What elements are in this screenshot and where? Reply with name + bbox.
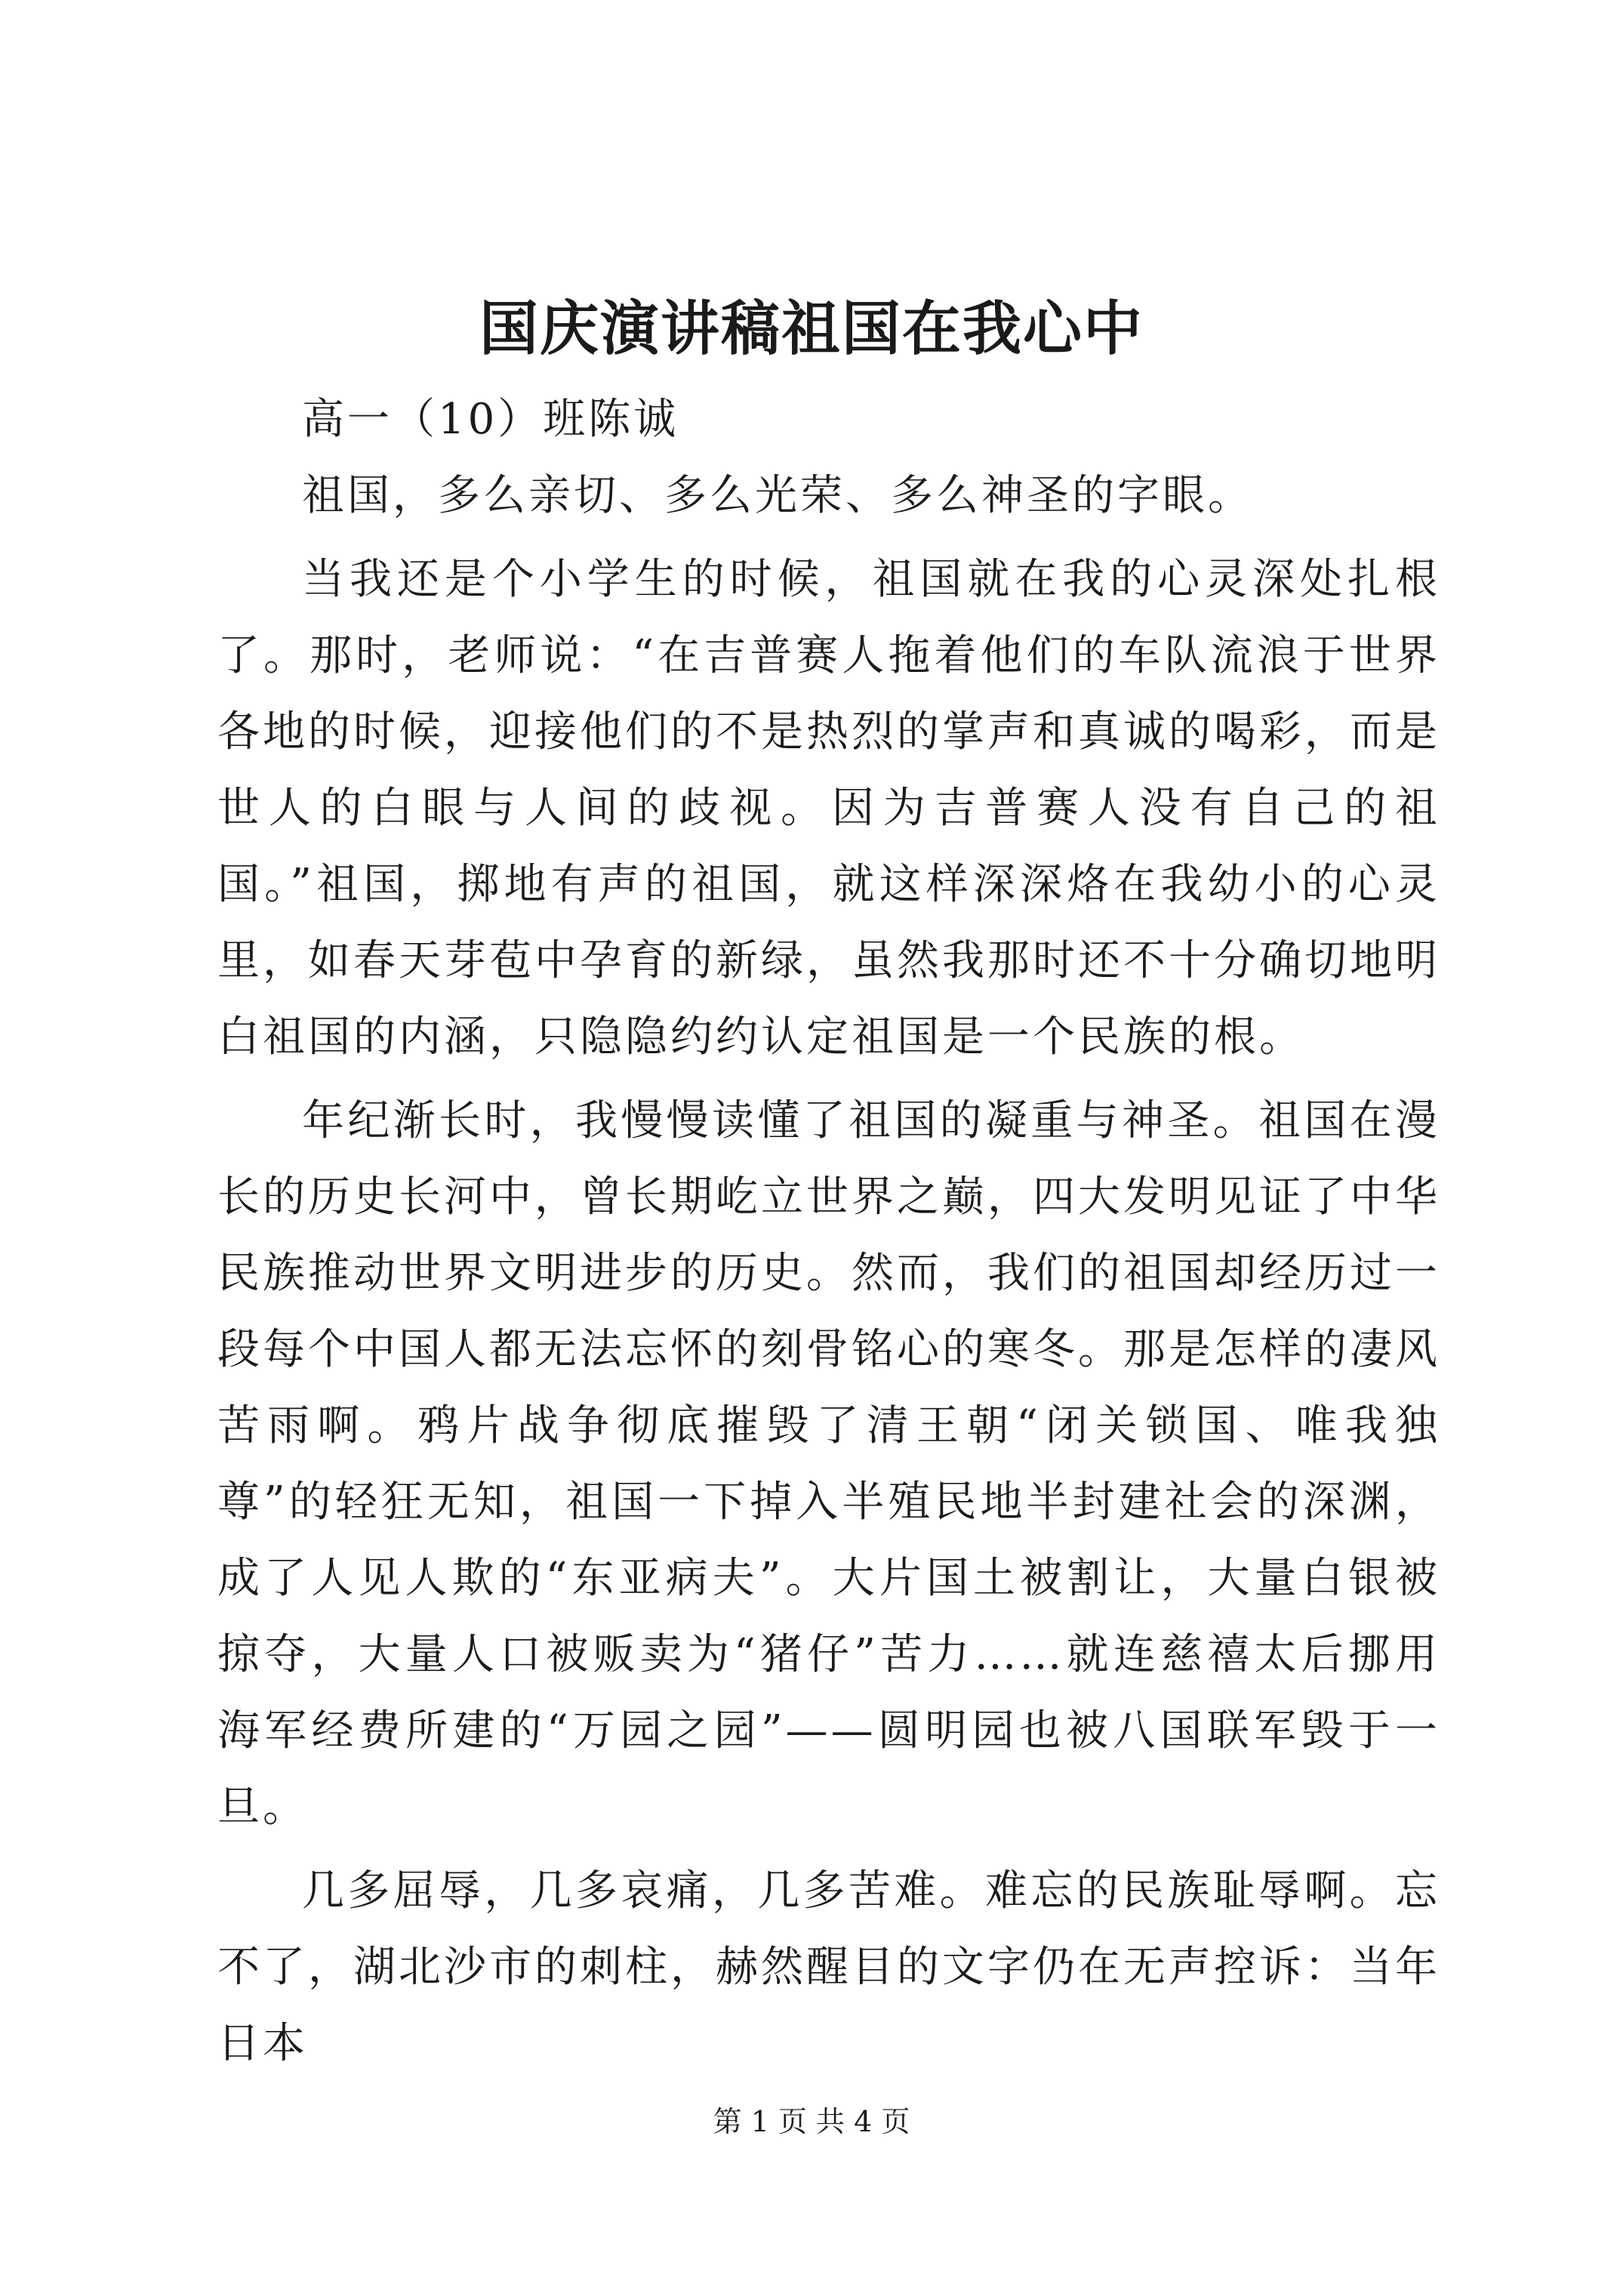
author-line: 高一（10）班陈诚 (302, 395, 679, 444)
paragraph: 当我还是个小学生的时候，祖国就在我的心灵深处扎根了。那时，老师说：“在吉普赛人拖着他们的车队流浪于世界各地的时候，迎接他们的不是热烈的掌声和真诚的喝彩，而是世人的白眼与人间的歧视。因为吉普赛人没有自己的祖国。”祖国，掷地有声的祖国，就这样深深烙在我幼小的心灵里，如春天芽苞中孕育的新绿，虽然我那时还不十分确切地明白祖国的内涵，只隐隐约约认定祖国是一个民族的根。 (217, 555, 1440, 1062)
paragraph: 几多屈辱，几多哀痛，几多苦难。难忘的民族耻辱啊。忘不了，湖北沙市的刺柱，赫然醒目的文字仍在无声控诉：当年日本 (217, 1866, 1440, 2068)
page-number-footer: 第 1 页 共 4 页 (713, 2105, 910, 2138)
document-body (217, 381, 1440, 2089)
document-title: 国庆演讲稿祖国在我心中 (479, 294, 1144, 363)
paragraph: 年纪渐长时，我慢慢读懂了祖国的凝重与神圣。祖国在漫长的历史长河中，曾长期屹立世界之巅，四大发明见证了中华民族推动世界文明进步的历史。然而，我们的祖国却经历过一段每个中国人都无法忘怀的刻骨铭心的寒冬。那是怎样的凄风苦雨啊。鸦片战争彻底摧毁了清王朝“闭关锁国、唯我独尊”的轻狂无知，祖国一下掉入半殖民地半封建社会的深渊，成了人见人欺的“东亚病夫”。大片国土被割让，大量白银被掠夺，大量人口被贩卖为“猪仔”苦力……就连慈禧太后挪用海军经费所建的“万园之园”——圆明园也被八国联军毁于一旦。 (217, 1096, 1440, 1832)
paragraph: 祖国，多么亲切、多么光荣、多么神圣的字眼。 (302, 471, 1253, 520)
